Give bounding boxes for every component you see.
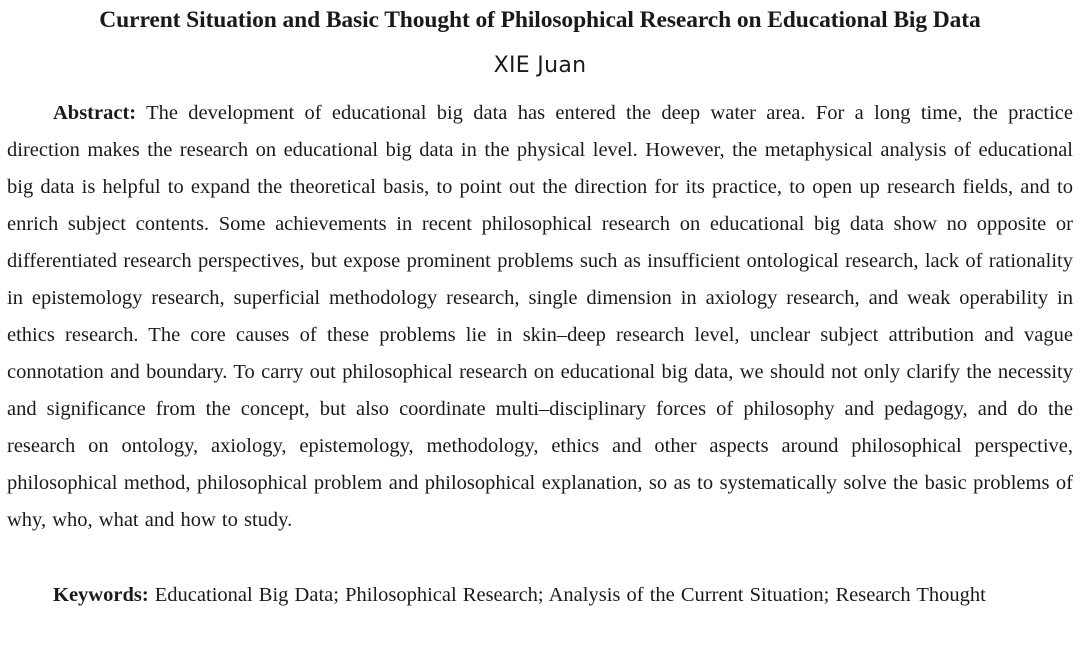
paper-title: Current Situation and Basic Thought of Philosophical Research on Educational Big Data <box>99 7 981 33</box>
keywords-paragraph <box>7 577 1073 614</box>
keywords-label: Keywords: <box>53 584 149 606</box>
abstract-paragraph <box>7 95 1073 539</box>
keywords-text: Educational Big Data; Philosophical Research; Analysis of the Current Situation; Research Thought <box>154 584 986 606</box>
abstract-label: Abstract: <box>53 102 137 124</box>
abstract-text: The development of educational big data has entered the deep water area. For a long time, the practice direction makes the research on educational big data in the physical level. However, the metaphysical analysis of educational big data is helpful to expand the theoretical basis, to point out the direction for its practice, to open up research fields, and to enrich subject contents. Some achievements in recent philosophical research on educational big data show no opposite or differentiated research perspectives, but expose prominent problems such as insufficient ontological research, lack of rationality in epistemology research, superficial methodology research, single dimension in axiology research, and weak operability in ethics research. The core causes of these problems lie in skin–deep research level, unclear subject attribution and vague connotation and boundary. To carry out philosophical research on educational big data, we should not only clarify the necessity and significance from the concept, but also coordinate multi–disciplinary forces of philosophy and pedagogy, and do the research on ontology, axiology, epistemology, methodology, ethics and other aspects around philosophical perspective, philosophical method, philosophical problem and philosophical explanation, so as to systematically solve the basic problems of why, who, what and how to study. <box>7 102 1073 531</box>
paper-author: XIE Juan <box>493 53 587 78</box>
